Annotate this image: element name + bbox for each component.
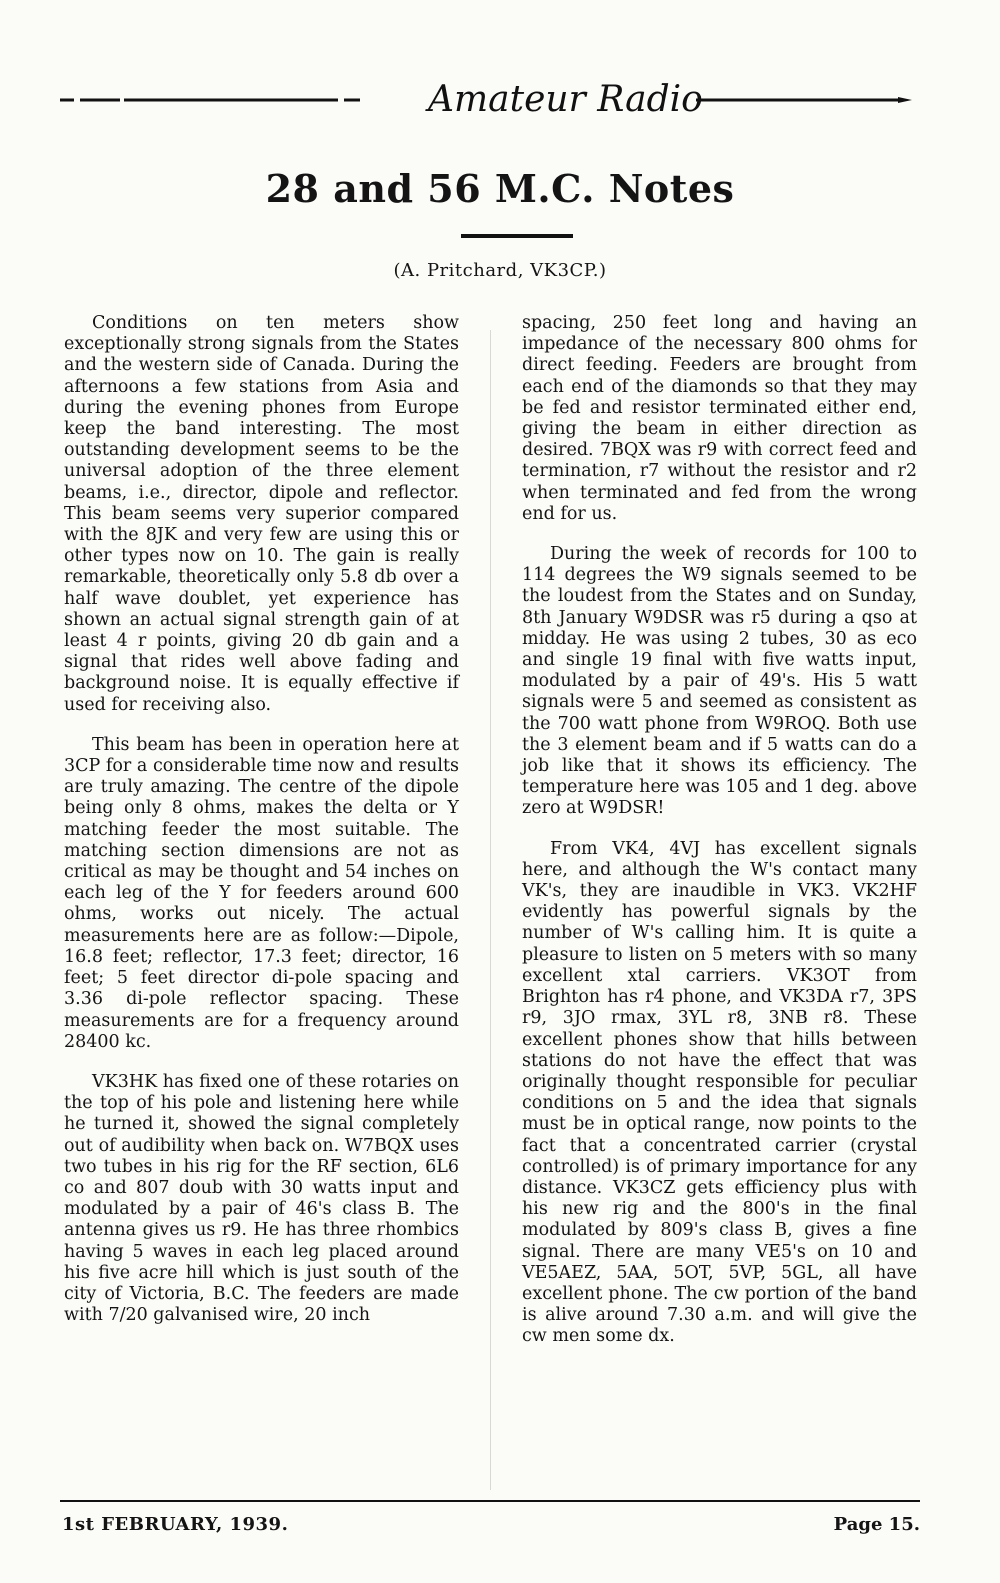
paragraph: This beam has been in operation here at 3CP for a considerable time now and results are truly amazing. The centre of the dipole being only 8 ohms, makes the delta or Y matching feeder the most suitable. The matching section dimensions are not as critical as may be thought and 54 inches on each leg of the Y for feeders around 600 ohms, works out nicely. The actual measurements here are as follow:—Dipole, 16.8 feet; reflector, 17.3 feet; director, 16 feet; 5 feet director di-pole spacing and 3.36 di-pole reflector spacing. These measurements are for a frequency around 28400 kc. [64, 734, 459, 1052]
footer-date: 1st FEBRUARY, 1939. [62, 1514, 289, 1535]
right-column [522, 313, 917, 1367]
paragraph: Conditions on ten meters show exceptionally strong signals from the States and the western side of Canada. During the afternoons a few stations from Asia and during the evening phones from Europe keep the band interesting. The most outstanding development seems to be the universal adoption of the three element beams, i.e., director, dipole and reflector. This beam seems very superior compared with the 8JK and very few are using this or other types now on 10. The gain is really remarkable, theoretically only 5.8 db over a half wave doublet, yet experience has shown an actual signal strength gain of at least 4 r points, giving 20 db gain and a signal that rides well above fading and background noise. It is equally effective if used for receiving also. [64, 313, 459, 715]
left-column [64, 313, 459, 1345]
column-divider [490, 330, 491, 1490]
article-title: 28 and 56 M.C. Notes [265, 166, 735, 211]
paragraph: VK3HK has fixed one of these rotaries on the top of his pole and listening here while he turned it, showed the signal completely out of audibility when back on. W7BQX uses two tubes in his rig for the RF section, 6L6 co and 807 doub with 30 watts input and modulated by a pair of 46's class B. The antenna gives us r9. He has three rhombics having 5 waves in each leg placed around his five acre hill which is just south of the city of Victoria, B.C. The feeders are made with 7/20 galvanised wire, 20 inch [64, 1071, 459, 1326]
page-number: Page 15. [833, 1514, 920, 1535]
title-rule [461, 234, 573, 238]
paragraph: During the week of records for 100 to 114 degrees the W9 signals seemed to be the loudest from the States and on Sunday, 8th January W9DSR was r5 during a qso at midday. He was using 2 tubes, 30 as eco and single 19 final with five watts input, modulated by a pair of 49's. His 5 watt signals were 5 and seemed as consistent as the 700 watt phone from W9ROQ. Both use the 3 element beam and if 5 watts can do a job like that it shows its efficiency. The temperature here was 105 and 1 deg. above zero at W9DSR! [522, 544, 917, 819]
paragraph: From VK4, 4VJ has excellent signals here, and although the W's contact many VK's, they are inaudible in VK3. VK2HF evidently has powerful signals by the number of W's calling him. It is quite a pleasure to listen on 5 meters with so many excellent xtal carriers. VK3OT from Brighton has r4 phone, and VK3DA r7, 3PS r9, 3JO rmax, 3YL r8, 3NB r8. These excellent phones show that hills between stations do not have the effect that was originally thought responsible for peculiar conditions on 5 and the idea that signals must be in optical range, now points to the fact that a concentrated carrier (crystal controlled) is of primary importance for any distance. VK3CZ gets efficiency plus with his new rig and the 800's in the final modulated by 809's class B, gives a fine signal. There are many VE5's on 10 and VE5AEZ, 5AA, 5OT, 5VP, 5GL, all have excellent phone. The cw portion of the band is alive around 7.30 a.m. and will give the cw men some dx. [522, 838, 917, 1347]
masthead [60, 78, 915, 122]
article-byline: (A. Pritchard, VK3CP.) [393, 260, 607, 281]
paragraph-continuation: spacing, 250 feet long and having an impedance of the necessary 800 ohms for direct feeding. Feeders are brought from each end of the diamonds so that they may be fed and resistor terminated either end, giving the beam in either direction as desired. 7BQX was r9 with correct feed and termination, r7 without the resistor and r2 when terminated and fed from the wrong end for us. [522, 313, 917, 524]
footer-rule [60, 1500, 920, 1502]
masthead-title: Amateur Radio [420, 78, 696, 122]
